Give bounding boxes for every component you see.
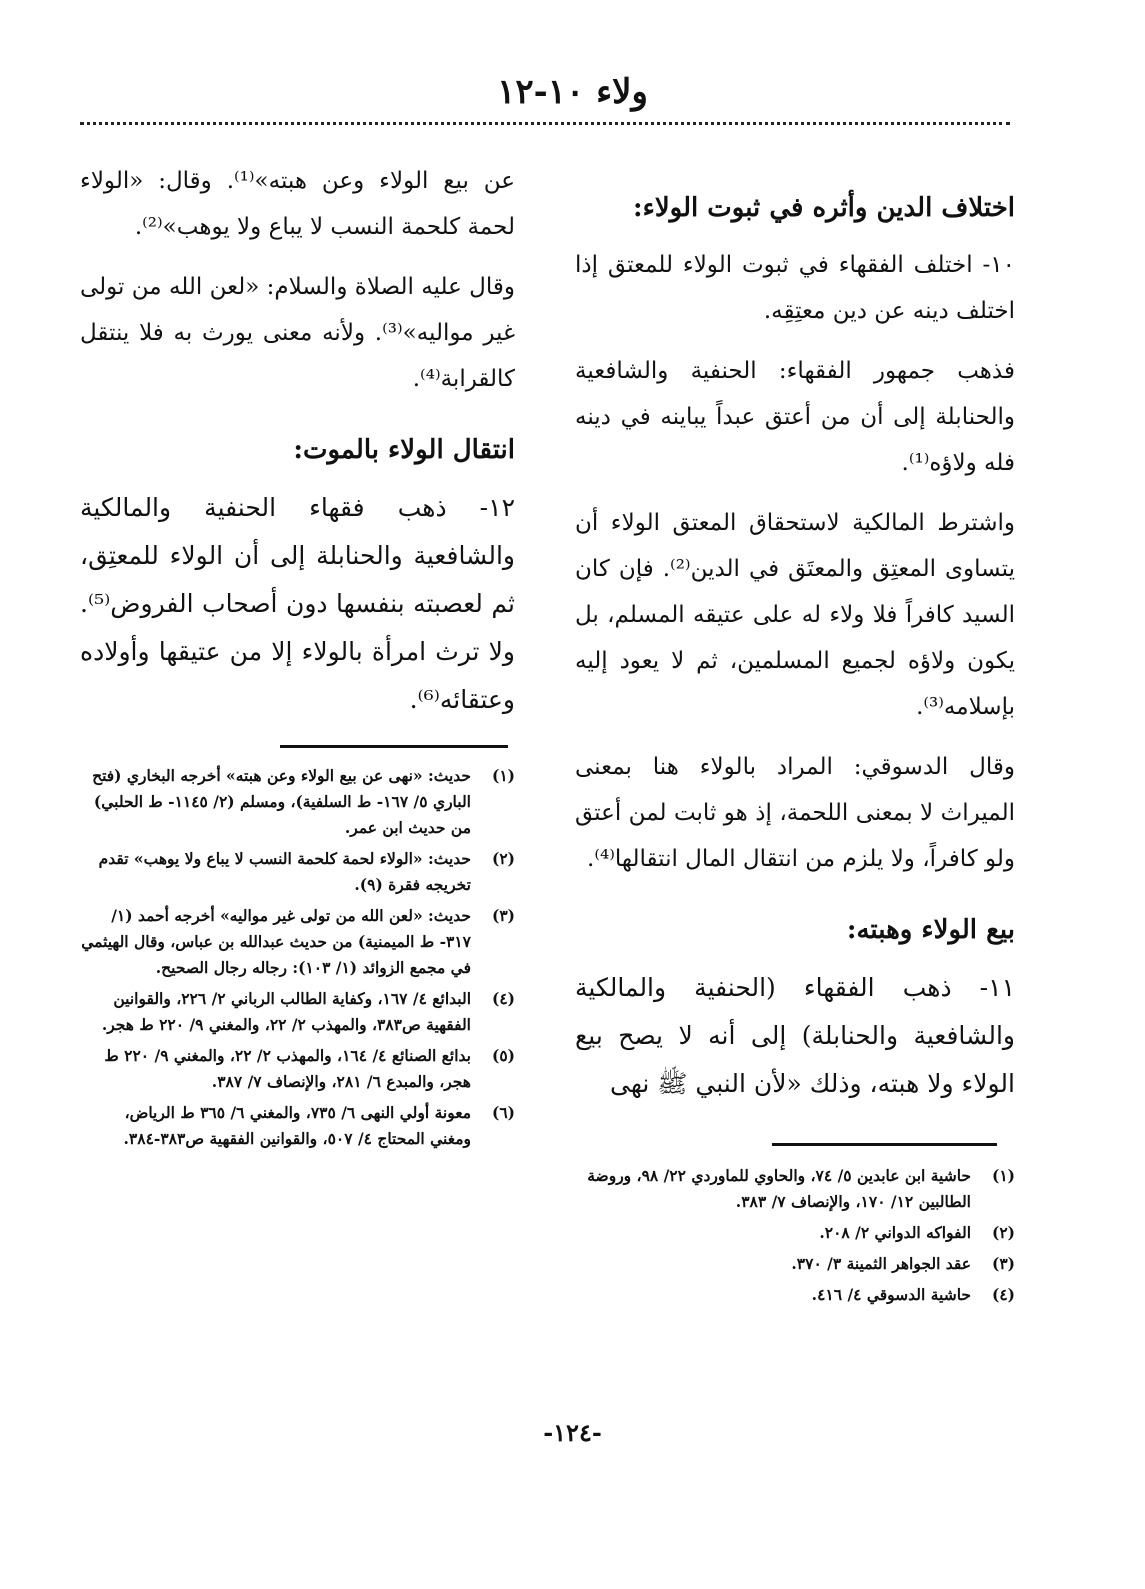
footnote-text: حاشية ابن عابدين ٥/ ٧٤، والحاوي للماوردي ٢٢/ ٩٨، وروضة الطالبين ١٢/ ١٧٠، والإنصاف ٧/ ٣٨٣. <box>587 1166 971 1211</box>
footnotes-left <box>80 763 515 1157</box>
footnote-number: (٤) <box>991 1285 1015 1304</box>
footnote-item <box>80 763 515 841</box>
paragraph-maliki-view: واشترط المالكية لاستحقاق المعتق الولاء أن يتساوى المعتِق والمعتَق في الدين⁽²⁾. فإن كان السيد كافراً فلا ولاء له على عتيقه المسلم، بل يكون ولاؤه لجميع المسلمين، ثم لا يعود إليه بإسلامه⁽³⁾. <box>575 510 1015 720</box>
footnote-text: حديث: «لعن الله من تولى غير مواليه» أخرجه أحمد (١/ ٣١٧- ط الميمنية) من حديث عبدالله بن عباس، وقال الهيثمي في مجمع الزوائد (١/ ١٠٣): رجاله رجال الصحيح. <box>81 906 471 977</box>
section-heading-religion-difference: اختلاف الدين وأثره في ثبوت الولاء: <box>633 193 1015 223</box>
right-column <box>575 158 1015 1122</box>
footnote-number: (٣) <box>491 906 515 925</box>
footnote-text: حديث: «نهى عن بيع الولاء وعن هبته» أخرجه البخاري (فتح الباري ٥/ ١٦٧- ط السلفية)، ومسلم (٢/ ١١٤٥- ط الحلبي) من حديث ابن عمر. <box>92 766 471 837</box>
footnote-number: (٦) <box>491 1103 515 1122</box>
footnote-text: عقد الجواهر الثمينة ٣/ ٣٧٠. <box>791 1254 971 1273</box>
footnote-item <box>80 1100 515 1152</box>
page-number: -١٢٤- <box>543 1418 602 1447</box>
paragraph-11: ١١- ذهب الفقهاء (الحنفية والمالكية والشافعية والحنابلة) إلى أنه لا يصح بيع الولاء ولا هبته، وذلك «لأن النبي ﷺ نهى <box>575 973 1015 1098</box>
paragraph-hadith-curse: وقال عليه الصلاة والسلام: «لعن الله من تولى غير مواليه»⁽³⁾. ولأنه معنى يورث به فلا ينتقل كالقرابة⁽⁴⁾. <box>80 274 515 392</box>
section-heading-transfer-by-death: انتقال الولاء بالموت: <box>293 435 515 465</box>
section-heading-sale-gift: بيع الولاء وهبته: <box>846 915 1015 945</box>
footnote-item <box>575 1220 1015 1246</box>
paragraph-12: ١٢- ذهب فقهاء الحنفية والمالكية والشافعية والحنابلة إلى أن الولاء للمعتِق، ثم لعصبته بنفسها دون أصحاب الفروض⁽⁵⁾. ولا ترث امرأة بالولاء إلا من عتيقها وأولاده وعتقائه⁽⁶⁾. <box>80 493 515 714</box>
footnote-item <box>575 1251 1015 1277</box>
paragraph-dasuqi-view: وقال الدسوقي: المراد بالولاء هنا بمعنى الميراث لا بمعنى اللحمة، إذ هو ثابت لمن أعتق ولو كافراً، ولا يلزم من انتقال المال انتقالها⁽⁴⁾. <box>575 754 1015 872</box>
footnotes-right <box>575 1163 1015 1313</box>
footnote-separator-right <box>772 1143 997 1146</box>
footnote-separator-left <box>280 745 508 748</box>
left-column <box>80 158 515 738</box>
footnote-item <box>575 1282 1015 1308</box>
paragraph-10: ١٠- اختلف الفقهاء في ثبوت الولاء للمعتق إذا اختلف دينه عن دين معتِقِه. <box>575 252 1015 324</box>
footnote-item <box>575 1163 1015 1215</box>
paragraph-majority-view: فذهب جمهور الفقهاء: الحنفية والشافعية والحنابلة إلى أن من أعتق عبداً يباينه في دينه فله ولاؤه⁽¹⁾. <box>575 358 1015 476</box>
footnote-text: بدائع الصنائع ٤/ ١٦٤، والمهذب ٢/ ٢٢، والمغني ٩/ ٢٢٠ ط هجر، والمبدع ٦/ ٢٨١، والإنصاف ٧/ ٣٨٧. <box>104 1046 471 1091</box>
header-dotted-rule <box>80 122 1010 125</box>
footnote-text: معونة أولي النهى ٦/ ٧٣٥، والمغني ٦/ ٣٦٥ ط الرياض، ومغني المحتاج ٤/ ٥٠٧، والقوانين الفقهية ص٣٨٣-٣٨٤. <box>123 1103 471 1148</box>
footnote-number: (١) <box>491 766 515 785</box>
footnote-number: (٤) <box>491 989 515 1008</box>
paragraph-11-continued: عن بيع الولاء وعن هبته»⁽¹⁾. وقال: «الولاء لحمة كلحمة النسب لا يباع ولا يوهب»⁽²⁾. <box>80 168 515 240</box>
footnote-item <box>80 1043 515 1095</box>
footnote-number: (٢) <box>991 1223 1015 1242</box>
footnote-text: حاشية الدسوقي ٤/ ٤١٦. <box>811 1285 971 1304</box>
footnote-number: (٣) <box>991 1254 1015 1273</box>
footnote-number: (٢) <box>491 849 515 868</box>
footnote-number: (١) <box>991 1166 1015 1185</box>
footnote-text: الفواكه الدواني ٢/ ٢٠٨. <box>819 1223 971 1242</box>
page-header-title: ولاء ١٠-١٢ <box>497 72 648 112</box>
footnote-text: البدائع ٤/ ١٦٧، وكفاية الطالب الرباني ٢/ ٢٢٦، والقوانين الفقهية ص٣٨٣، والمهذب ٢/ ٢٢، والمغني ٩/ ٢٢٠ ط هجر. <box>101 989 471 1034</box>
footnote-item <box>80 986 515 1038</box>
footnote-number: (٥) <box>491 1046 515 1065</box>
footnote-item <box>80 903 515 981</box>
footnote-text: حديث: «الولاء لحمة كلحمة النسب لا يباع ولا يوهب» تقدم تخريجه فقرة (٩). <box>98 849 471 894</box>
footnote-item <box>80 846 515 898</box>
